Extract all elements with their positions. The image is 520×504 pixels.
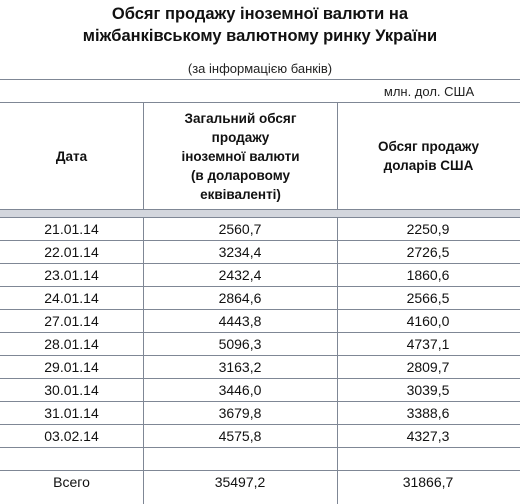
header-total — [144, 103, 337, 209]
empty-row — [0, 448, 520, 471]
table-row — [0, 264, 520, 287]
header-band — [0, 209, 520, 217]
cell-total — [143, 448, 337, 471]
body-divider-2 — [337, 217, 338, 504]
header-usd — [338, 103, 519, 209]
table-row — [0, 402, 520, 425]
cell-date: 30.01.14 — [44, 382, 99, 398]
cell-date: 24.01.14 — [44, 290, 99, 306]
header-usd-label — [378, 137, 479, 175]
cell-usd: 4160,0 — [406, 313, 450, 329]
table-row — [0, 310, 520, 333]
table-row — [0, 241, 520, 264]
cell-total: 4443,8 — [218, 313, 262, 329]
totals-row — [0, 471, 520, 494]
cell-usd: 2566,5 — [406, 290, 450, 306]
cell-usd: 4327,3 — [406, 428, 450, 444]
table-row — [0, 425, 520, 448]
cell-usd: 1860,6 — [406, 267, 450, 283]
cell-total: 4575,8 — [218, 428, 262, 444]
band-top-rule — [0, 209, 520, 210]
table-row — [0, 333, 520, 356]
header-date — [0, 103, 143, 209]
cell-date: 21.01.14 — [44, 221, 99, 237]
title-line-2: міжбанківському валютному ринку України — [82, 27, 438, 45]
header-usd-line-1: Обсяг продажу — [377, 139, 480, 154]
cell-date: 23.01.14 — [44, 267, 99, 283]
header-date-label: Дата — [55, 148, 88, 164]
units-label: млн. дол. США — [383, 84, 475, 99]
cell-date: 27.01.14 — [44, 313, 99, 329]
cell-usd: 2726,5 — [406, 244, 450, 260]
subtitle: (за інформацією банків) — [187, 61, 333, 76]
cell-total: 3679,8 — [218, 405, 262, 421]
cell-date — [0, 448, 143, 471]
cell-usd: 31866,7 — [402, 474, 454, 490]
cell-total: 3163,2 — [218, 359, 262, 375]
cell-usd: 3039,5 — [406, 382, 450, 398]
cell-total: 2864,6 — [218, 290, 262, 306]
title-text — [0, 3, 520, 47]
cell-total: 2432,4 — [218, 267, 262, 283]
cell-usd: 2250,9 — [406, 221, 450, 237]
header-total-line-2: продажу — [211, 129, 270, 145]
cell-date: 03.02.14 — [44, 428, 99, 444]
cell-usd — [337, 448, 519, 471]
cell-usd: 3388,6 — [406, 405, 450, 421]
table-row — [0, 356, 520, 379]
cell-total: 2560,7 — [218, 221, 262, 237]
cell-usd: 2809,7 — [406, 359, 450, 375]
cell-total: 5096,3 — [218, 336, 262, 352]
cell-date: 29.01.14 — [44, 359, 99, 375]
table-row — [0, 287, 520, 310]
table-row — [0, 379, 520, 402]
cell-date: 28.01.14 — [44, 336, 99, 352]
header-total-line-4: (в доларовому — [190, 167, 291, 183]
cell-date: 22.01.14 — [44, 244, 99, 260]
top-rule — [0, 79, 520, 80]
header-usd-line-2: доларів США — [383, 158, 474, 173]
cell-date: 31.01.14 — [44, 405, 99, 421]
body-divider-1 — [143, 217, 144, 504]
header-total-line-5: еквіваленті) — [200, 186, 281, 202]
cell-total: 3446,0 — [218, 382, 262, 398]
header-total-line-1: Загальний обсяг — [184, 110, 297, 126]
cell-usd: 4737,1 — [406, 336, 450, 352]
title-line-1: Обсяг продажу іноземної валюти на — [111, 5, 409, 23]
cell-date: Всего — [53, 474, 90, 490]
cell-total: 35497,2 — [214, 474, 266, 490]
header-total-line-3: іноземної валюти — [181, 148, 300, 164]
cell-total: 3234,4 — [218, 244, 262, 260]
table-row — [0, 218, 520, 241]
header-total-label — [181, 109, 299, 204]
